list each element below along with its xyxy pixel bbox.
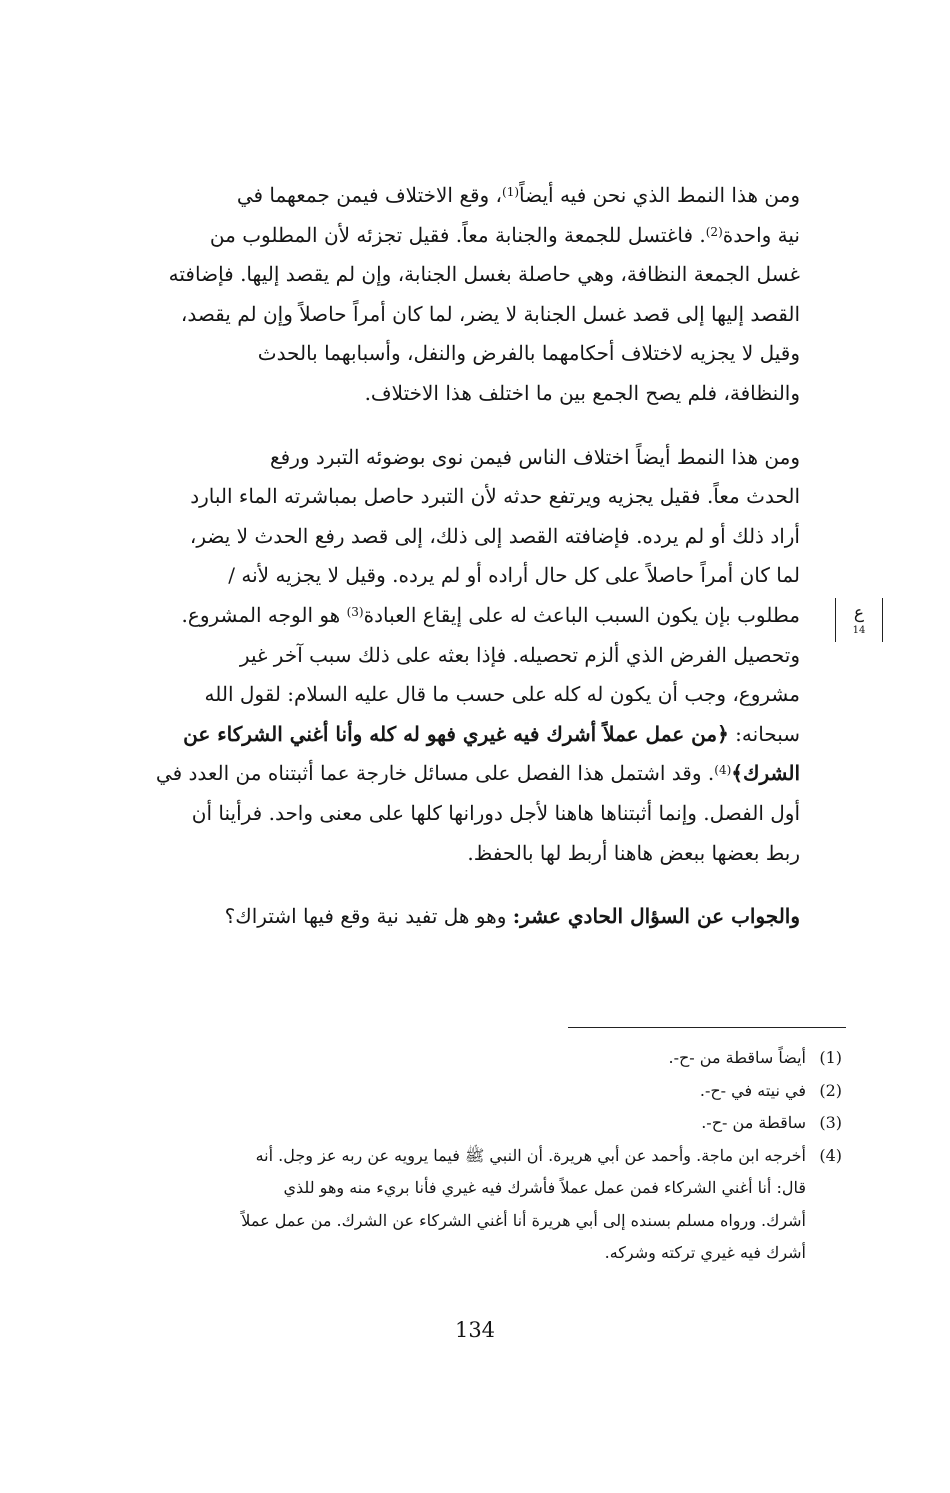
text-line: والجواب عن السؤال الحادي عشر: وهو هل تفيد نية وقع فيها اشتراك؟ (224, 904, 800, 929)
folio-number: 14 (852, 624, 866, 636)
footnote-number: (1) (819, 1048, 842, 1067)
paragraph-3 (133, 897, 845, 937)
footnote-1 (130, 1042, 842, 1075)
footnote-2 (130, 1075, 842, 1108)
footnote-3 (130, 1107, 842, 1140)
text-line: غسل الجمعة النظافة، وهي حاصلة بغسل الجنابة، وإن لم يقصد إليها. فإضافته (168, 262, 800, 287)
text-line: لما كان أمراً حاصلاً على كل حال أراده أو لم يرده. وقيل لا يجزيه لأنه / (228, 563, 800, 588)
page-number: 134 (454, 1318, 496, 1342)
footnote-marker-4[interactable]: (4) (714, 763, 732, 778)
text-line: والنظافة، فلم يصح الجمع بين ما اختلف هذا الاختلاف. (364, 380, 800, 405)
footnote-marker-1[interactable]: (1) (502, 185, 520, 199)
paragraph-1 (133, 176, 845, 414)
footnote-text: ساقطة من -ح-. (701, 1113, 806, 1132)
text-line: نية واحدة$^{(2)}$. فاغتسل للجمعة والجنابة معاً. فقيل تجزئه لأن المطلوب من (209, 222, 800, 247)
footnote-marker-2[interactable]: (2) (705, 224, 723, 239)
text-line: ربط بعضها ببعض هاهنا أربط لها بالحفظ. (467, 840, 800, 865)
text-line: وتحصيل الفرض الذي ألزم تحصيله. فإذا بعثه على ذلك سبب آخر غير (239, 642, 800, 667)
text-line: أول الفصل. وإنما أثبتناها هاهنا لأجل دورانها كلها على معنى واحد. فرأينا أن (191, 800, 800, 825)
text-line: ومن هذا النمط أيضاً اختلاف الناس فيمن نوى بوضوئه التبرد ورفع (270, 444, 800, 469)
footnote-number: (4) (819, 1145, 842, 1165)
text-line: مشروع، وجب أن يكون له كله على حسب ما قال عليه السلام: لقول الله (204, 682, 800, 707)
answer-heading: والجواب عن السؤال الحادي عشر: (512, 904, 800, 929)
main-text (133, 176, 845, 937)
text-line: القصد إليها إلى قصد غسل الجنابة لا يضر، لما كان أمراً حاصلاً وإن لم يقصد، (180, 301, 800, 326)
text-line: الشرك﴾$^{(4)}$. وقد اشتمل هذا الفصل على مسائل خارجة عما أثبتناه من العدد في (155, 761, 800, 786)
footnote-text: أيضاً ساقطة من -ح-. (668, 1048, 806, 1067)
footnote-divider (568, 1027, 846, 1028)
footnote-text: أخرجه ابن ماجة. وأحمد عن أبي هريرة. أن النبي ﷺ فيما يرويه عن ربه عز وجل. أنه قال: أنا أغني الشركاء فمن عمل عملاً فأشرك فيه غيري فأنا بريء منه وهو للذي أشرك. ورواه مسلم بسنده إلى أبي هريرة أنا أغني الشركاء عن الشرك. من عمل عملاً أشرك فيه غيري تركته وشركه. (241, 1145, 806, 1262)
footnote-marker-3[interactable]: (3) (346, 604, 364, 619)
footnote-text: في نيته في -ح-. (699, 1080, 806, 1100)
footnotes (130, 1042, 842, 1270)
text-line: مطلوب بإن يكون السبب الباعث له على إيقاع العبادة$^{(3)}$ هو الوجه المشروع. (181, 602, 800, 627)
text-line: أراد ذلك أو لم يرده. فإضافته القصد إلى ذلك، إلى قصد رفع الحدث لا يضر، (189, 523, 800, 548)
text-line: وقيل لا يجزيه لاختلاف أحكامهما بالفرض والنفل، وأسبابهما بالحدث (257, 341, 800, 366)
text-line: ومن هذا النمط الذي نحن فيه أيضاً$^{(1)}$، وقع الاختلاف فيمن جمعهما في (236, 183, 800, 207)
quran-quote: ﴿من عمل عملاً أشرك فيه غيري فهو له كله وأنا أغني الشركاء عن (183, 721, 729, 746)
manuscript-folio-marker (835, 598, 883, 642)
text-line: الحدث معاً. فقيل يجزيه ويرتفع حدثه لأن التبرد حاصل بمباشرته الماء البارد (190, 484, 800, 509)
paragraph-2 (133, 438, 845, 874)
quran-quote-end: الشرك﴾ (731, 761, 800, 786)
text-line: سبحانه: ﴿من عمل عملاً أشرك فيه غيري فهو له كله وأنا أغني الشركاء عن (183, 721, 800, 746)
folio-letter: ع (853, 602, 865, 623)
footnote-number: (3) (819, 1113, 842, 1132)
footnote-4 (130, 1140, 842, 1270)
footnote-number: (2) (819, 1080, 842, 1100)
